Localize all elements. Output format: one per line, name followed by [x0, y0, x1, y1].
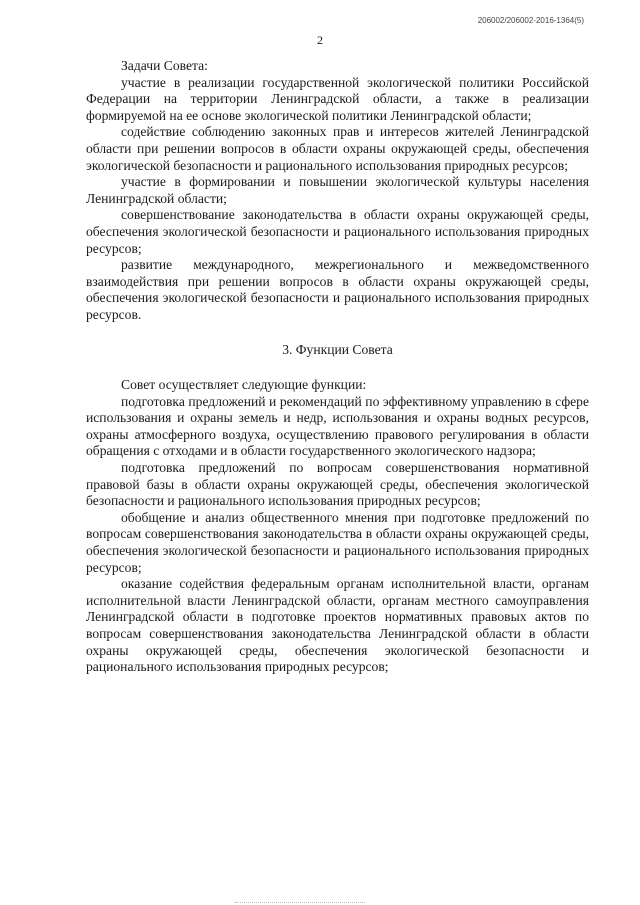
task-item: участие в реализации государственной экологической политики Российской Федерации на территории Ленинградской области, а также в реализации формируемой на ее основе экологической политики Ленинградской области; — [86, 74, 589, 123]
tasks-heading: Задачи Совета: — [121, 58, 208, 73]
functions-section-title: 3. Функции Совета — [282, 341, 393, 357]
function-item: подготовка предложений по вопросам совершенствования нормативной правовой базы в области охраны окружающей среды, обеспечения экологической безопасности и рационального использования природных ресурсов; — [86, 460, 589, 509]
function-item: подготовка предложений и рекомендаций по эффективному управлению в сфере использования и охраны земель и недр, использования и охраны водных ресурсов, охраны атмосферного воздуха, осуществлению правового регулирования в области обращения с отходами и в области государственного экологического надзора; — [86, 393, 589, 459]
task-item: развитие международного, межрегионального и межведомственного взаимодействия при решении вопросов в области охраны окружающей среды, обеспечения экологической безопасности и рационального использования природных ресурсов. — [86, 257, 589, 322]
document-body — [86, 58, 589, 676]
task-item: совершенствование законодательства в области охраны окружающей среды, обеспечения экологической безопасности и рационального использования природных ресурсов; — [86, 207, 589, 256]
functions-intro: Совет осуществляет следующие функции: — [121, 377, 367, 393]
function-item: обобщение и анализ общественного мнения при подготовке предложений по вопросам совершенствования законодательства в области охраны окружающей среды, обеспечения экологической безопасности и рационального использования природных ресурсов; — [86, 509, 589, 575]
document-code: 206002/206002-2016-1364(5) — [477, 16, 584, 25]
footer-divider — [235, 902, 365, 903]
task-item: содействие соблюдению законных прав и интересов жителей Ленинградской области при решении вопросов в области охраны окружающей среды, обеспечения экологической безопасности и рационального использования природных ресурсов; — [86, 124, 589, 173]
function-item: оказание содействия федеральным органам исполнительной власти, органам исполнительной власти Ленинградской области, органам местного самоуправления Ленинградской области в подготовке проектов нормативных правовых актов по вопросам совершенствования законодательства Ленинградской области в области охраны окружающей среды, обеспечения экологической безопасности и рационального использования природных ресурсов; — [86, 576, 589, 675]
task-item: участие в формировании и повышении экологической культуры населения Ленинградской области; — [86, 174, 589, 206]
page-number: 2 — [317, 33, 323, 47]
